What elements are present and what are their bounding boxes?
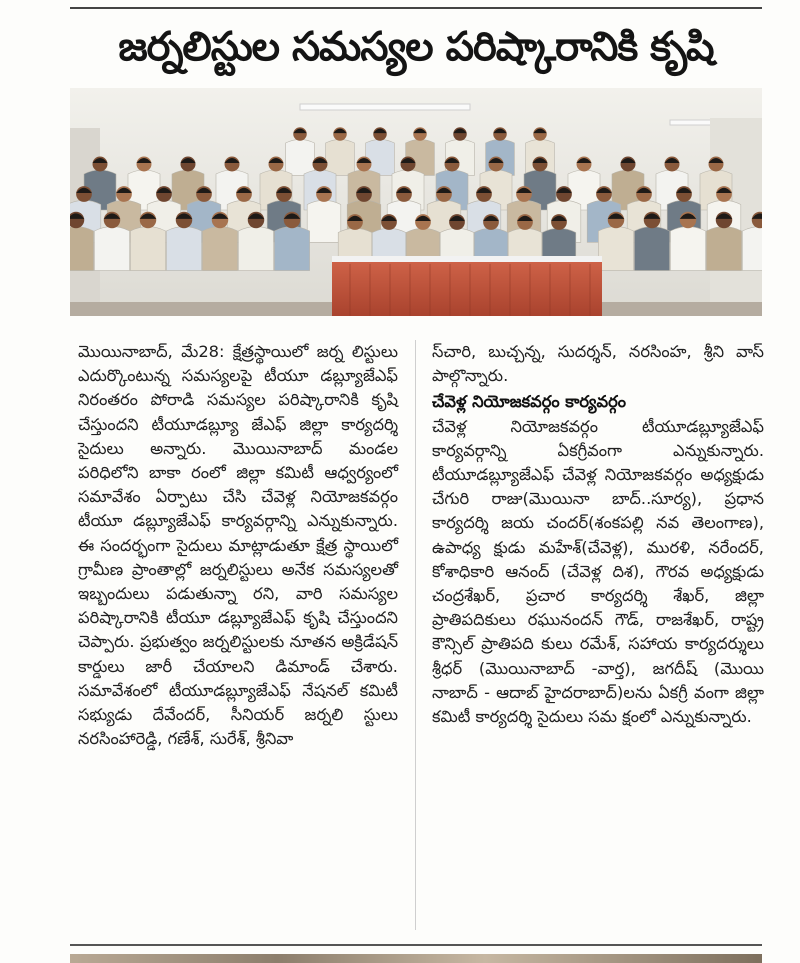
top-rule (70, 0, 762, 9)
group-photo (70, 88, 762, 316)
article-paragraph-continued: స్‌చారి, బుచ్చన్న, సుదర్శన్, నరసింహ, శ్రీని వాస్ పాల్గొన్నారు. (432, 342, 764, 386)
bottom-rule (70, 944, 762, 946)
article-paragraph-committee: చేవెళ్ల నియోజకవర్గం టీయూడబ్ల్యూజేఎఫ్ కార్యవర్గాన్ని ఏకగ్రీవంగా ఎన్నుకున్నారు. టీయూడబ్ల్యూజేఎఫ్ చేవెళ్ల నియోజకవర్గం అధ్యక్షుడు చేగురి రాజు(మొయినా బాద్..సూర్య), ప్రధాన కార్యదర్శి జయ చందర్(శంకపల్లి నవ తెలంగాణ), ఉపాధ్య క్షుడు మహేశ్(చేవెళ్ల), మురళి, నరేందర్, కోశాధికారి ఆనంద్ (చేవెళ్ల దిశ), గౌరవ అధ్యక్షుడు చంద్రశేఖర్, ప్రచార కార్యదర్శి శేఖర్, జిల్లా ప్రాతిపదికులు రఘునందన్ గౌడ్, రాజశేఖర్, రాష్ట్ర కౌన్సిల్ ప్రాతిపది కులు రమేశ్, సహాయ కార్యదర్శులు శ్రీధర్ (మొయినాబాద్ -వార్త), జగదీష్ (మొయి నాబాద్ - ఆదాబ్ హైదరాబాద్)లను ఏకగ్రీ వంగా జిల్లా కమిటీ కార్యదర్శి సైదులు సమ క్షంలో ఎన్నుకున్నారు. (432, 416, 764, 727)
article-right-column (432, 340, 764, 729)
article-paragraph: మొయినాబాద్, మే28: క్షేత్రస్థాయిలో జర్న లిస్టులు ఎదుర్కొంటున్న సమస్యలపై టీయూ డబ్ల్యూజేఎఫ్ నిరంతరం పోరాడి సమస్యల పరిష్కారానికి కృషి చేస్తుందని టీయూడబ్ల్యూ జేఎఫ్ జిల్లా కార్యదర్శి సైదులు అన్నారు. మొయినాబాద్ మండల పరిధిలోని బాకా రంలో జిల్లా కమిటీ ఆధ్వర్యంలో సమావేశం ఏర్పాటు చేసి చేవెళ్ల నియోజకవర్గం టీయూ డబ్ల్యూజేఎఫ్ కార్యవర్గాన్ని ఎన్నుకున్నారు. ఈ సందర్భంగా సైదులు మాట్లాడుతూ క్షేత్ర స్థాయిలో గ్రామీణ ప్రాంతాల్లో జర్నలిస్టులు అనేక సమస్యలతో ఇబ్బందులు పడుతున్నా రని, వారి సమస్యల పరిష్కారానికి టీయూ డబ్ల్యూజేఎఫ్ కృషి చేస్తుందని చెప్పారు. ప్రభుత్వం జర్నలిస్టులకు నూతన అక్రిడేషన్ కార్డులు జారీ చేయాలని డిమాండ్ చేశారు. సమావేశంలో టీయూడబ్ల్యూజేఎఫ్ నేషనల్ కమిటీ సభ్యుడు దేవేందర్, సీనియర్ జర్నలి స్టులు నరసింహారెడ్డి, గణేశ్, సురేశ్, శ్రీనివా (78, 342, 398, 749)
headline: జర్నలిస్టుల సమస్యల పరిష్కారానికి కృషి (118, 24, 714, 70)
group-photo-illustration (70, 88, 762, 316)
column-divider (415, 340, 416, 930)
article-left-column (78, 340, 398, 751)
next-article-photo-edge (70, 954, 762, 963)
article-subheading: చేవెళ్ల నియోజకవర్గం కార్యవర్గం (432, 392, 626, 412)
